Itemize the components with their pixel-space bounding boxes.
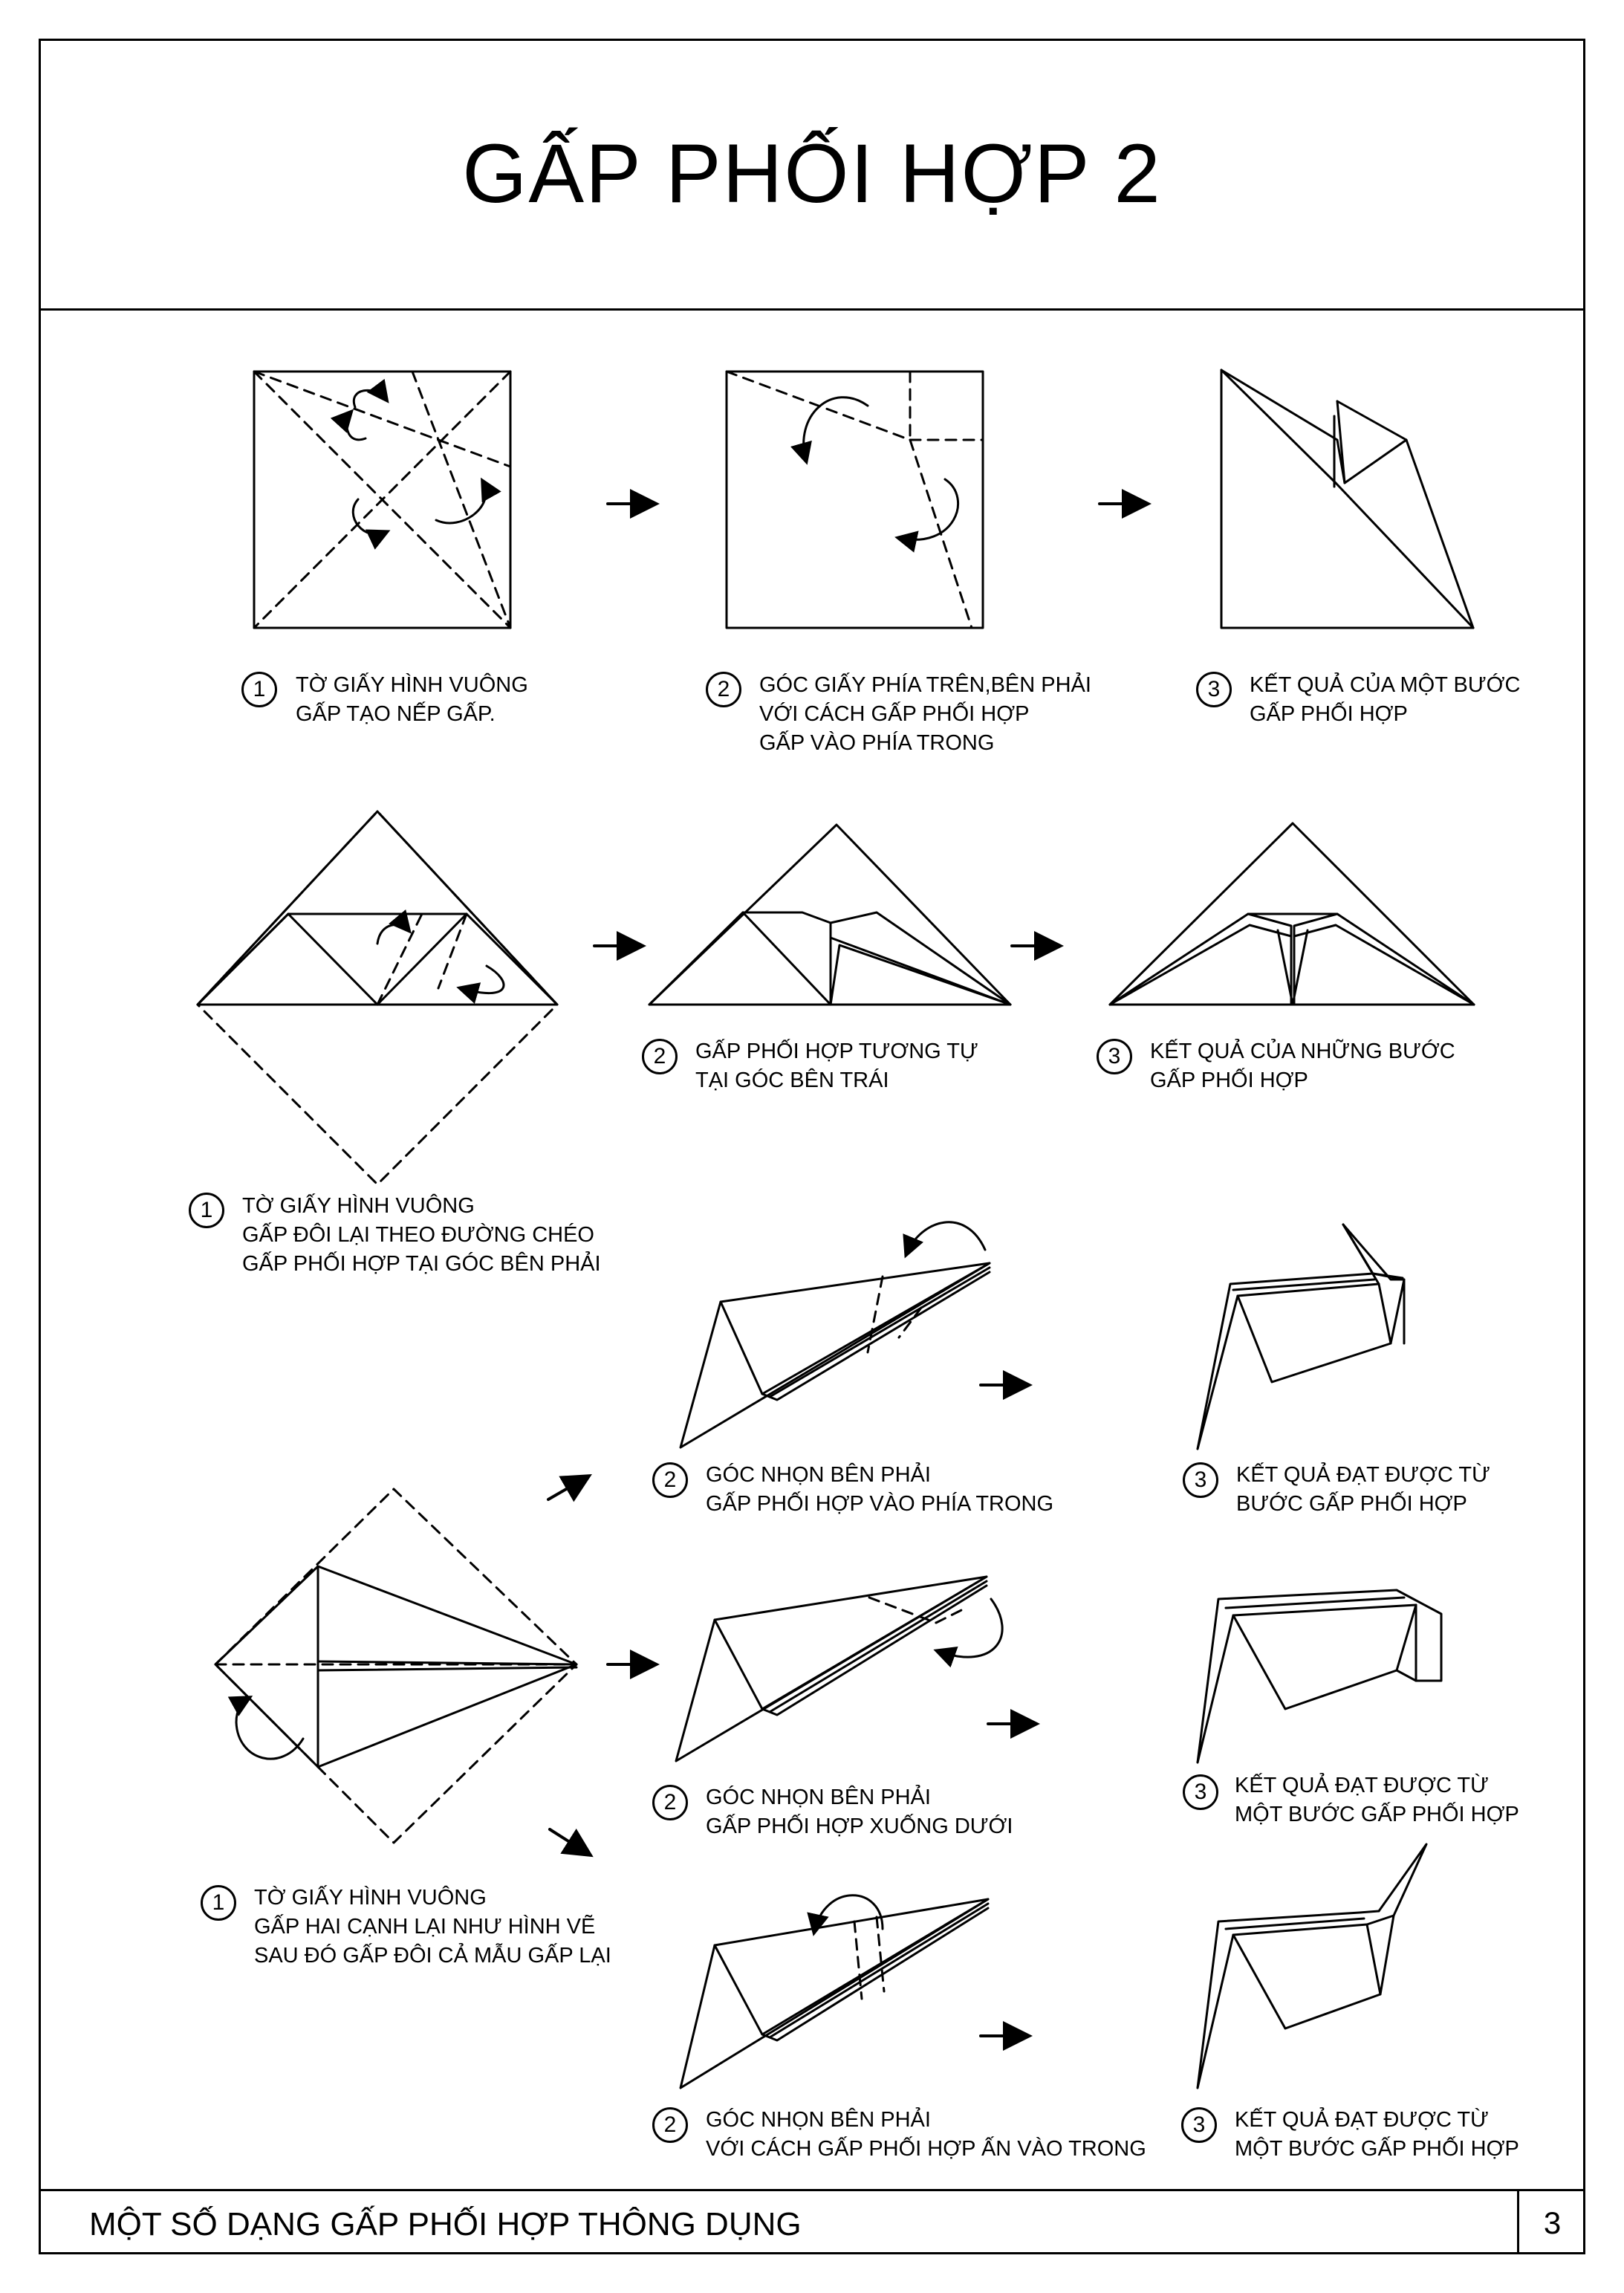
- arrow-down-right-icon: [550, 1829, 588, 1854]
- step-number-badge: 3: [1196, 672, 1232, 707]
- step-caption: TỜ GIẤY HÌNH VUÔNG GẤP ĐÔI LẠI THEO ĐƯỜNG CHÉO GẤP PHỐI HỢP TẠI GÓC BÊN PHẢI: [242, 1194, 601, 1276]
- arrow-up-right-icon: [548, 1477, 587, 1499]
- step-caption: GẤP PHỐI HỢP TƯƠNG TỰ TẠI GÓC BÊN TRÁI: [695, 1040, 978, 1092]
- step-number-badge: 3: [1097, 1039, 1132, 1074]
- step-caption: KẾT QUẢ ĐẠT ĐƯỢC TỪ MỘT BƯỚC GẤP PHỐI HỢP: [1235, 2108, 1519, 2161]
- step-number-badge: 2: [652, 1462, 688, 1498]
- page-number: 3: [1517, 2191, 1585, 2254]
- step-caption: GÓC NHỌN BÊN PHẢI GẤP PHỐI HỢP VÀO PHÍA TRONG: [706, 1463, 1054, 1516]
- diagram-branch-b-step: [676, 1577, 1002, 1761]
- diagram-branch-b-result: [1198, 1590, 1441, 1762]
- step-caption: TỜ GIẤY HÌNH VUÔNG GẤP HAI CẠNH LẠI NHƯ HÌNH VẼ SAU ĐÓ GẤP ĐÔI CẢ MẪU GẤP LẠI: [254, 1886, 611, 1968]
- step-number-badge: 2: [652, 2107, 688, 2143]
- step-number-badge: 3: [1183, 1462, 1218, 1498]
- step-number-badge: 1: [241, 672, 277, 707]
- step-caption: GÓC GIẤY PHÍA TRÊN,BÊN PHẢI VỚI CÁCH GẤP PHỐI HỢP GẤP VÀO PHÍA TRONG: [759, 673, 1091, 755]
- diagram-branch-a-result: [1198, 1225, 1404, 1449]
- step-number-badge: 1: [201, 1885, 236, 1921]
- step-number-badge: 2: [652, 1785, 688, 1820]
- step-caption: KẾT QUẢ ĐẠT ĐƯỢC TỪ BƯỚC GẤP PHỐI HỢP: [1236, 1463, 1490, 1516]
- step-number-badge: 2: [642, 1039, 678, 1074]
- diagram-square-creases: [254, 372, 510, 628]
- step-number-badge: 1: [189, 1193, 224, 1228]
- step-caption: KẾT QUẢ CỦA MỘT BƯỚC GẤP PHỐI HỢP: [1250, 673, 1521, 726]
- step-caption: KẾT QUẢ ĐẠT ĐƯỢC TỪ MỘT BƯỚC GẤP PHỐI HỢP: [1235, 1774, 1519, 1826]
- step-number-badge: 3: [1183, 1774, 1218, 1810]
- page-title: GẤP PHỐI HỢP 2: [462, 127, 1162, 220]
- step-number-badge: 3: [1181, 2107, 1217, 2143]
- diagram-kite-base: [215, 1489, 576, 1843]
- step-number-badge: 2: [706, 672, 741, 707]
- diagram-triangle-right-fold: [649, 825, 1010, 1005]
- diagram-branch-a-step: [681, 1222, 990, 1447]
- diagram-triangle-folds: [198, 811, 557, 1184]
- step-caption: GÓC NHỌN BÊN PHẢI VỚI CÁCH GẤP PHỐI HỢP ẤN VÀO TRONG: [706, 2108, 1146, 2161]
- footer-title: MỘT SỐ DẠNG GẤP PHỐI HỢP THÔNG DỤNG: [89, 2206, 802, 2242]
- footer-band: [39, 2189, 1585, 2254]
- diagram-corner-result: [1221, 370, 1473, 628]
- step-caption: KẾT QUẢ CỦA NHỮNG BƯỚC GẤP PHỐI HỢP: [1150, 1040, 1455, 1092]
- diagram-branch-c-step: [681, 1895, 988, 2088]
- diagram-branch-c-result: [1198, 1844, 1426, 2088]
- diagram-square-corner-fold: [727, 372, 983, 628]
- diagram-triangle-both-folds: [1110, 823, 1474, 1005]
- step-caption: TỜ GIẤY HÌNH VUÔNG GẤP TẠO NẾP GẤP.: [296, 673, 528, 726]
- step-caption: GÓC NHỌN BÊN PHẢI GẤP PHỐI HỢP XUỐNG DƯỚI: [706, 1786, 1013, 1838]
